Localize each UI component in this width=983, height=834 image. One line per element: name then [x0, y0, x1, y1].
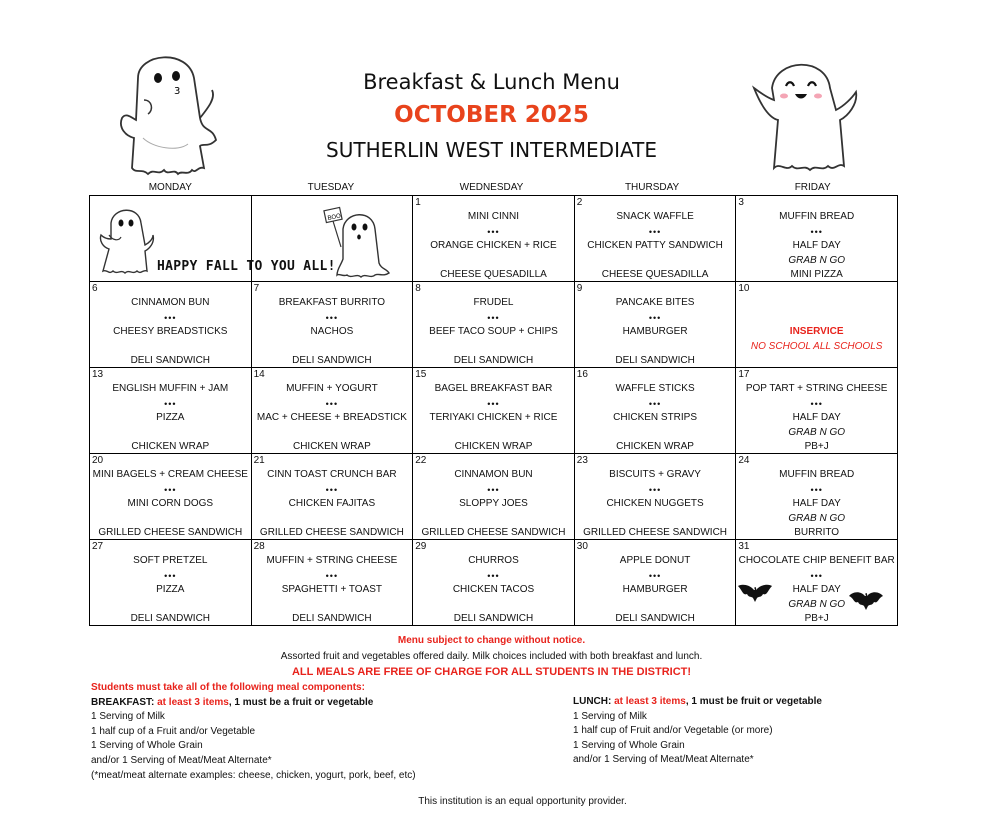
menu-item: CHICKEN STRIPS: [613, 412, 698, 423]
lunch-item: and/or 1 Serving of Meat/Meat Alternate*: [573, 754, 754, 766]
sign-text: BOO: [326, 212, 342, 223]
menu-item: [575, 254, 736, 269]
menu-items: [90, 382, 251, 455]
menu-item: MINI CINNI: [467, 211, 520, 222]
menu-item: CHICKEN NUGGETS: [606, 498, 704, 509]
separator-bullets: •••: [648, 484, 662, 495]
menu-items: [736, 210, 897, 283]
menu-item: HALF DAY: [792, 584, 841, 595]
lunch-requirements: [573, 695, 822, 768]
menu-item: CHICKEN WRAP: [131, 441, 210, 452]
day-number: 9: [576, 283, 583, 294]
calendar-day-cell: [574, 540, 736, 626]
day-number: 3: [738, 197, 744, 208]
fruit-notice: Assorted fruit and vegetables offered daily. Milk choices included with both breakfast and lunch.: [280, 651, 703, 662]
separator-bullets: •••: [487, 484, 500, 495]
lunch-req-rest: , 1 must be fruit or vegetable: [685, 696, 822, 707]
menu-item: CINN TOAST CRUNCH BAR: [267, 469, 397, 480]
menu-items: [736, 468, 897, 541]
breakfast-item: 1 Serving of Milk: [91, 711, 165, 723]
menu-item: CHICKEN PATTY SANDWICH: [587, 240, 723, 251]
breakfast-item: (*meat/meat alternate examples: cheese, chicken, yogurt, pork, beef, etc): [91, 769, 416, 781]
menu-items: [252, 296, 413, 369]
menu-item: [252, 512, 413, 527]
day-number: 14: [253, 369, 265, 380]
menu-item: GRILLED CHEESE SANDWICH: [98, 527, 243, 538]
menu-items: [90, 296, 251, 369]
calendar-day-cell: [251, 454, 413, 540]
menu-item: [252, 598, 413, 613]
day-number: 17: [738, 369, 750, 380]
menu-item: ORANGE CHICKEN + RICE: [430, 240, 557, 251]
menu-item: HAMBURGER: [622, 584, 688, 595]
day-number: 7: [253, 283, 260, 294]
menu-item: CHEESY BREADSTICKS: [113, 326, 228, 337]
menu-item: CHICKEN WRAP: [454, 441, 533, 452]
calendar-day-cell: [574, 368, 736, 454]
menu-item: MUFFIN BREAD: [779, 469, 855, 480]
menu-item: [413, 340, 574, 355]
menu-item: CINNAMON BUN: [131, 297, 210, 308]
components-heading: Students must take all of the following meal components:: [91, 682, 365, 693]
menu-items: [736, 382, 897, 455]
weekday-label: MONDAY: [148, 182, 192, 193]
menu-items: [575, 468, 736, 541]
calendar-day-cell: [251, 282, 413, 368]
menu-item: [413, 598, 574, 613]
separator-bullets: •••: [164, 398, 177, 409]
calendar-day-cell: [90, 454, 252, 540]
menu-items: [252, 554, 413, 627]
weekday-label: TUESDAY: [307, 182, 355, 193]
menu-item: [252, 340, 413, 355]
day-number: 22: [415, 455, 427, 466]
ghost-waving-icon: [97, 205, 155, 277]
menu-item: CHOCOLATE CHIP BENEFIT BAR: [738, 555, 895, 566]
menu-items: [413, 382, 574, 455]
menu-item: SPAGHETTI + TOAST: [281, 584, 383, 595]
menu-item: DELI SANDWICH: [615, 613, 695, 624]
calendar-day-cell: [413, 196, 575, 282]
separator-bullets: •••: [325, 570, 339, 581]
weekday-label: WEDNESDAY: [459, 182, 524, 193]
happy-fall-banner: [91, 197, 410, 281]
day-number: 23: [576, 455, 588, 466]
menu-item: FRUDEL: [473, 297, 514, 308]
menu-item: [736, 354, 897, 369]
menu-item: MUFFIN + STRING CHEESE: [266, 555, 398, 566]
breakfast-item: 1 Serving of Whole Grain: [91, 740, 203, 752]
day-number: 31: [738, 541, 750, 552]
separator-bullets: •••: [487, 570, 500, 581]
menu-item: DELI SANDWICH: [130, 613, 211, 624]
menu-item: BISCUITS + GRAVY: [609, 469, 701, 480]
menu-item: MUFFIN + YOGURT: [286, 383, 378, 394]
menu-item: MINI CORN DOGS: [127, 498, 214, 509]
calendar-day-cell: [90, 540, 252, 626]
menu-item: SOFT PRETZEL: [133, 555, 208, 566]
calendar-day-cell: [574, 454, 736, 540]
menu-items: [252, 382, 413, 455]
menu-item: DELI SANDWICH: [130, 355, 211, 366]
menu-item: DELI SANDWICH: [615, 355, 695, 366]
day-number: 29: [415, 541, 427, 552]
menu-item: PB+J: [804, 613, 829, 624]
breakfast-requirements: [91, 681, 416, 783]
menu-item: MAC + CHEESE + BREADSTICK: [256, 412, 407, 423]
menu-item: GRAB N GO: [788, 512, 846, 524]
menu-items: [575, 296, 736, 369]
calendar-day-cell: [251, 540, 413, 626]
breakfast-item: and/or 1 Serving of Meat/Meat Alternate*: [91, 754, 272, 766]
calendar-day-cell: [413, 368, 575, 454]
menu-item: HALF DAY: [792, 412, 841, 423]
menu-item: HALF DAY: [792, 498, 841, 509]
menu-item: CHEESE QUESADILLA: [440, 269, 547, 280]
separator-bullets: •••: [648, 226, 662, 237]
menu-items: [575, 554, 736, 627]
menu-item: PB+J: [804, 441, 829, 452]
lunch-label: LUNCH:: [573, 696, 612, 707]
separator-bullets: •••: [487, 226, 500, 237]
menu-item: SLOPPY JOES: [459, 498, 528, 509]
ghost-sign-icon: [323, 203, 391, 279]
separator-bullets: •••: [164, 484, 177, 495]
day-number: 20: [92, 455, 104, 466]
calendar-day-cell: [736, 282, 898, 368]
menu-item: NO SCHOOL ALL SCHOOLS: [750, 340, 883, 352]
menu-item: [413, 512, 574, 527]
breakfast-rule: [91, 696, 416, 711]
day-number: 1: [415, 197, 421, 208]
menu-item: [575, 598, 736, 613]
menu-item: [575, 426, 736, 441]
page-title: Breakfast & Lunch Menu: [363, 70, 620, 94]
calendar-week-row: [90, 368, 898, 454]
menu-item: SNACK WAFFLE: [616, 211, 694, 222]
day-number: 2: [576, 197, 583, 208]
day-number: 21: [253, 455, 265, 466]
menu-item: BAGEL BREAKFAST BAR: [434, 383, 553, 394]
calendar-day-cell: [574, 196, 736, 282]
footer-text: This institution is an equal opportunity provider.: [418, 796, 627, 807]
calendar-day-cell: [736, 196, 898, 282]
menu-item: DELI SANDWICH: [453, 355, 534, 366]
menu-item: DELI SANDWICH: [292, 355, 372, 366]
day-number: 16: [576, 369, 588, 380]
menu-item: [736, 296, 897, 311]
menu-item: MINI BAGELS + CREAM CHEESE: [92, 469, 248, 480]
menu-items: [413, 296, 574, 369]
menu-item: CHICKEN FAJITAS: [288, 498, 376, 509]
menu-items: [575, 210, 736, 283]
free-meals-notice: ALL MEALS ARE FREE OF CHARGE FOR ALL STUDENTS IN THE DISTRICT!: [291, 666, 692, 678]
menu-item: HAMBURGER: [622, 326, 688, 337]
menu-item: CHICKEN WRAP: [616, 441, 694, 452]
separator-bullets: •••: [325, 398, 339, 409]
day-number: 8: [415, 283, 421, 294]
breakfast-req-rest: , 1 must be a fruit or vegetable: [228, 696, 374, 708]
weekday-label: THURSDAY: [624, 182, 680, 193]
menu-items: [575, 382, 736, 455]
menu-item: [575, 340, 736, 355]
calendar-day-cell: [736, 454, 898, 540]
menu-item: MUFFIN BREAD: [779, 211, 855, 222]
calendar-week-row: [90, 454, 898, 540]
separator-bullets: •••: [487, 398, 500, 409]
menu-item: CHICKEN WRAP: [292, 441, 371, 452]
menu-items: [413, 468, 574, 541]
menu-item: GRAB N GO: [788, 426, 846, 438]
lunch-req-red: at least 3 items: [614, 696, 686, 707]
menu-item: [252, 426, 413, 441]
calendar-day-cell: [413, 540, 575, 626]
separator-bullets: •••: [648, 570, 662, 581]
separator-bullets: •••: [648, 312, 662, 323]
change-notice: Menu subject to change without notice.: [397, 635, 586, 646]
separator-bullets: •••: [810, 226, 823, 237]
day-number: 10: [738, 283, 750, 294]
menu-item: PIZZA: [156, 584, 185, 595]
menu-item: BREAKFAST BURRITO: [278, 297, 386, 308]
breakfast-label: BREAKFAST:: [91, 696, 155, 708]
menu-item: [575, 512, 736, 527]
menu-item: PIZZA: [156, 412, 185, 423]
menu-item: CHEESE QUESADILLA: [601, 269, 709, 280]
separator-bullets: •••: [648, 398, 662, 409]
separator-bullets: •••: [325, 312, 339, 323]
bat-icon: [737, 582, 773, 606]
separator-bullets: •••: [810, 484, 823, 495]
menu-item: NACHOS: [310, 326, 354, 337]
day-number: 30: [576, 541, 588, 552]
menu-item: GRAB N GO: [788, 598, 846, 610]
lunch-item: 1 half cup of Fruit and/or Vegetable (or more): [573, 725, 773, 737]
menu-items: [413, 210, 574, 283]
calendar-week-row: [90, 540, 898, 626]
menu-item: ENGLISH MUFFIN + JAM: [112, 383, 229, 394]
menu-item: BEEF TACO SOUP + CHIPS: [429, 326, 558, 337]
menu-item: CINNAMON BUN: [454, 469, 533, 480]
menu-item: GRILLED CHEESE SANDWICH: [583, 527, 728, 538]
calendar-day-cell: [736, 368, 898, 454]
calendar-day-cell: [251, 368, 413, 454]
menu-item: CHICKEN TACOS: [452, 584, 535, 595]
lunch-rule: [573, 695, 822, 710]
menu-items: [90, 468, 251, 541]
calendar-day-cell: [574, 282, 736, 368]
weekday-label: FRIDAY: [794, 182, 831, 193]
menu-item: BURRITO: [794, 527, 840, 538]
menu-item: [90, 512, 251, 527]
breakfast-item: 1 half cup of a Fruit and/or Vegetable: [91, 725, 255, 737]
menu-item: APPLE DONUT: [619, 555, 691, 566]
calendar-day-cell: [413, 282, 575, 368]
menu-item: TERIYAKI CHICKEN + RICE: [429, 412, 558, 423]
menu-item: [413, 254, 574, 269]
menu-items: [252, 468, 413, 541]
menu-item: WAFFLE STICKS: [615, 383, 695, 394]
menu-item: [90, 598, 251, 613]
breakfast-req-red: at least 3 items: [157, 696, 229, 708]
menu-item: HALF DAY: [792, 240, 841, 251]
menu-items: [90, 554, 251, 627]
separator-bullets: [736, 311, 897, 326]
menu-item: GRAB N GO: [788, 254, 846, 266]
menu-item: DELI SANDWICH: [292, 613, 372, 624]
menu-item: CHURROS: [468, 555, 519, 566]
menu-item: [90, 426, 251, 441]
separator-bullets: •••: [325, 484, 339, 495]
menu-item: [90, 340, 251, 355]
menu-item: GRILLED CHEESE SANDWICH: [259, 527, 404, 538]
calendar-week-row: [90, 282, 898, 368]
menu-item: POP TART + STRING CHEESE: [745, 383, 888, 394]
menu-item: [413, 426, 574, 441]
bat-icon: [848, 588, 884, 614]
school-name: SUTHERLIN WEST INTERMEDIATE: [326, 138, 657, 162]
banner-text: HAPPY FALL TO YOU ALL!: [157, 259, 336, 274]
menu-item: INSERVICE: [789, 326, 844, 337]
separator-bullets: •••: [810, 398, 823, 409]
menu-item: GRILLED CHEESE SANDWICH: [421, 527, 566, 538]
menu-item: DELI SANDWICH: [453, 613, 534, 624]
lunch-item: 1 Serving of Milk: [573, 710, 647, 722]
weekday-header-row: [90, 182, 893, 196]
lunch-item: 1 Serving of Whole Grain: [573, 739, 685, 751]
day-number: 13: [92, 369, 104, 380]
separator-bullets: •••: [164, 570, 177, 581]
day-number: 27: [92, 541, 104, 552]
day-number: 6: [92, 283, 98, 294]
separator-bullets: •••: [164, 312, 177, 323]
separator-bullets: •••: [487, 312, 500, 323]
day-number: 28: [253, 541, 265, 552]
menu-item: PANCAKE BITES: [615, 297, 695, 308]
svg-text:3: 3: [174, 86, 181, 97]
day-number: 24: [738, 455, 750, 466]
month-title: OCTOBER 2025: [394, 102, 589, 128]
calendar-day-cell: [90, 282, 252, 368]
calendar-day-cell: [413, 454, 575, 540]
separator-bullets: •••: [810, 570, 823, 581]
day-number: 15: [415, 369, 427, 380]
menu-item: MINI PIZZA: [790, 269, 843, 280]
menu-items: [413, 554, 574, 627]
calendar-day-cell: [90, 368, 252, 454]
menu-items: [736, 296, 897, 369]
